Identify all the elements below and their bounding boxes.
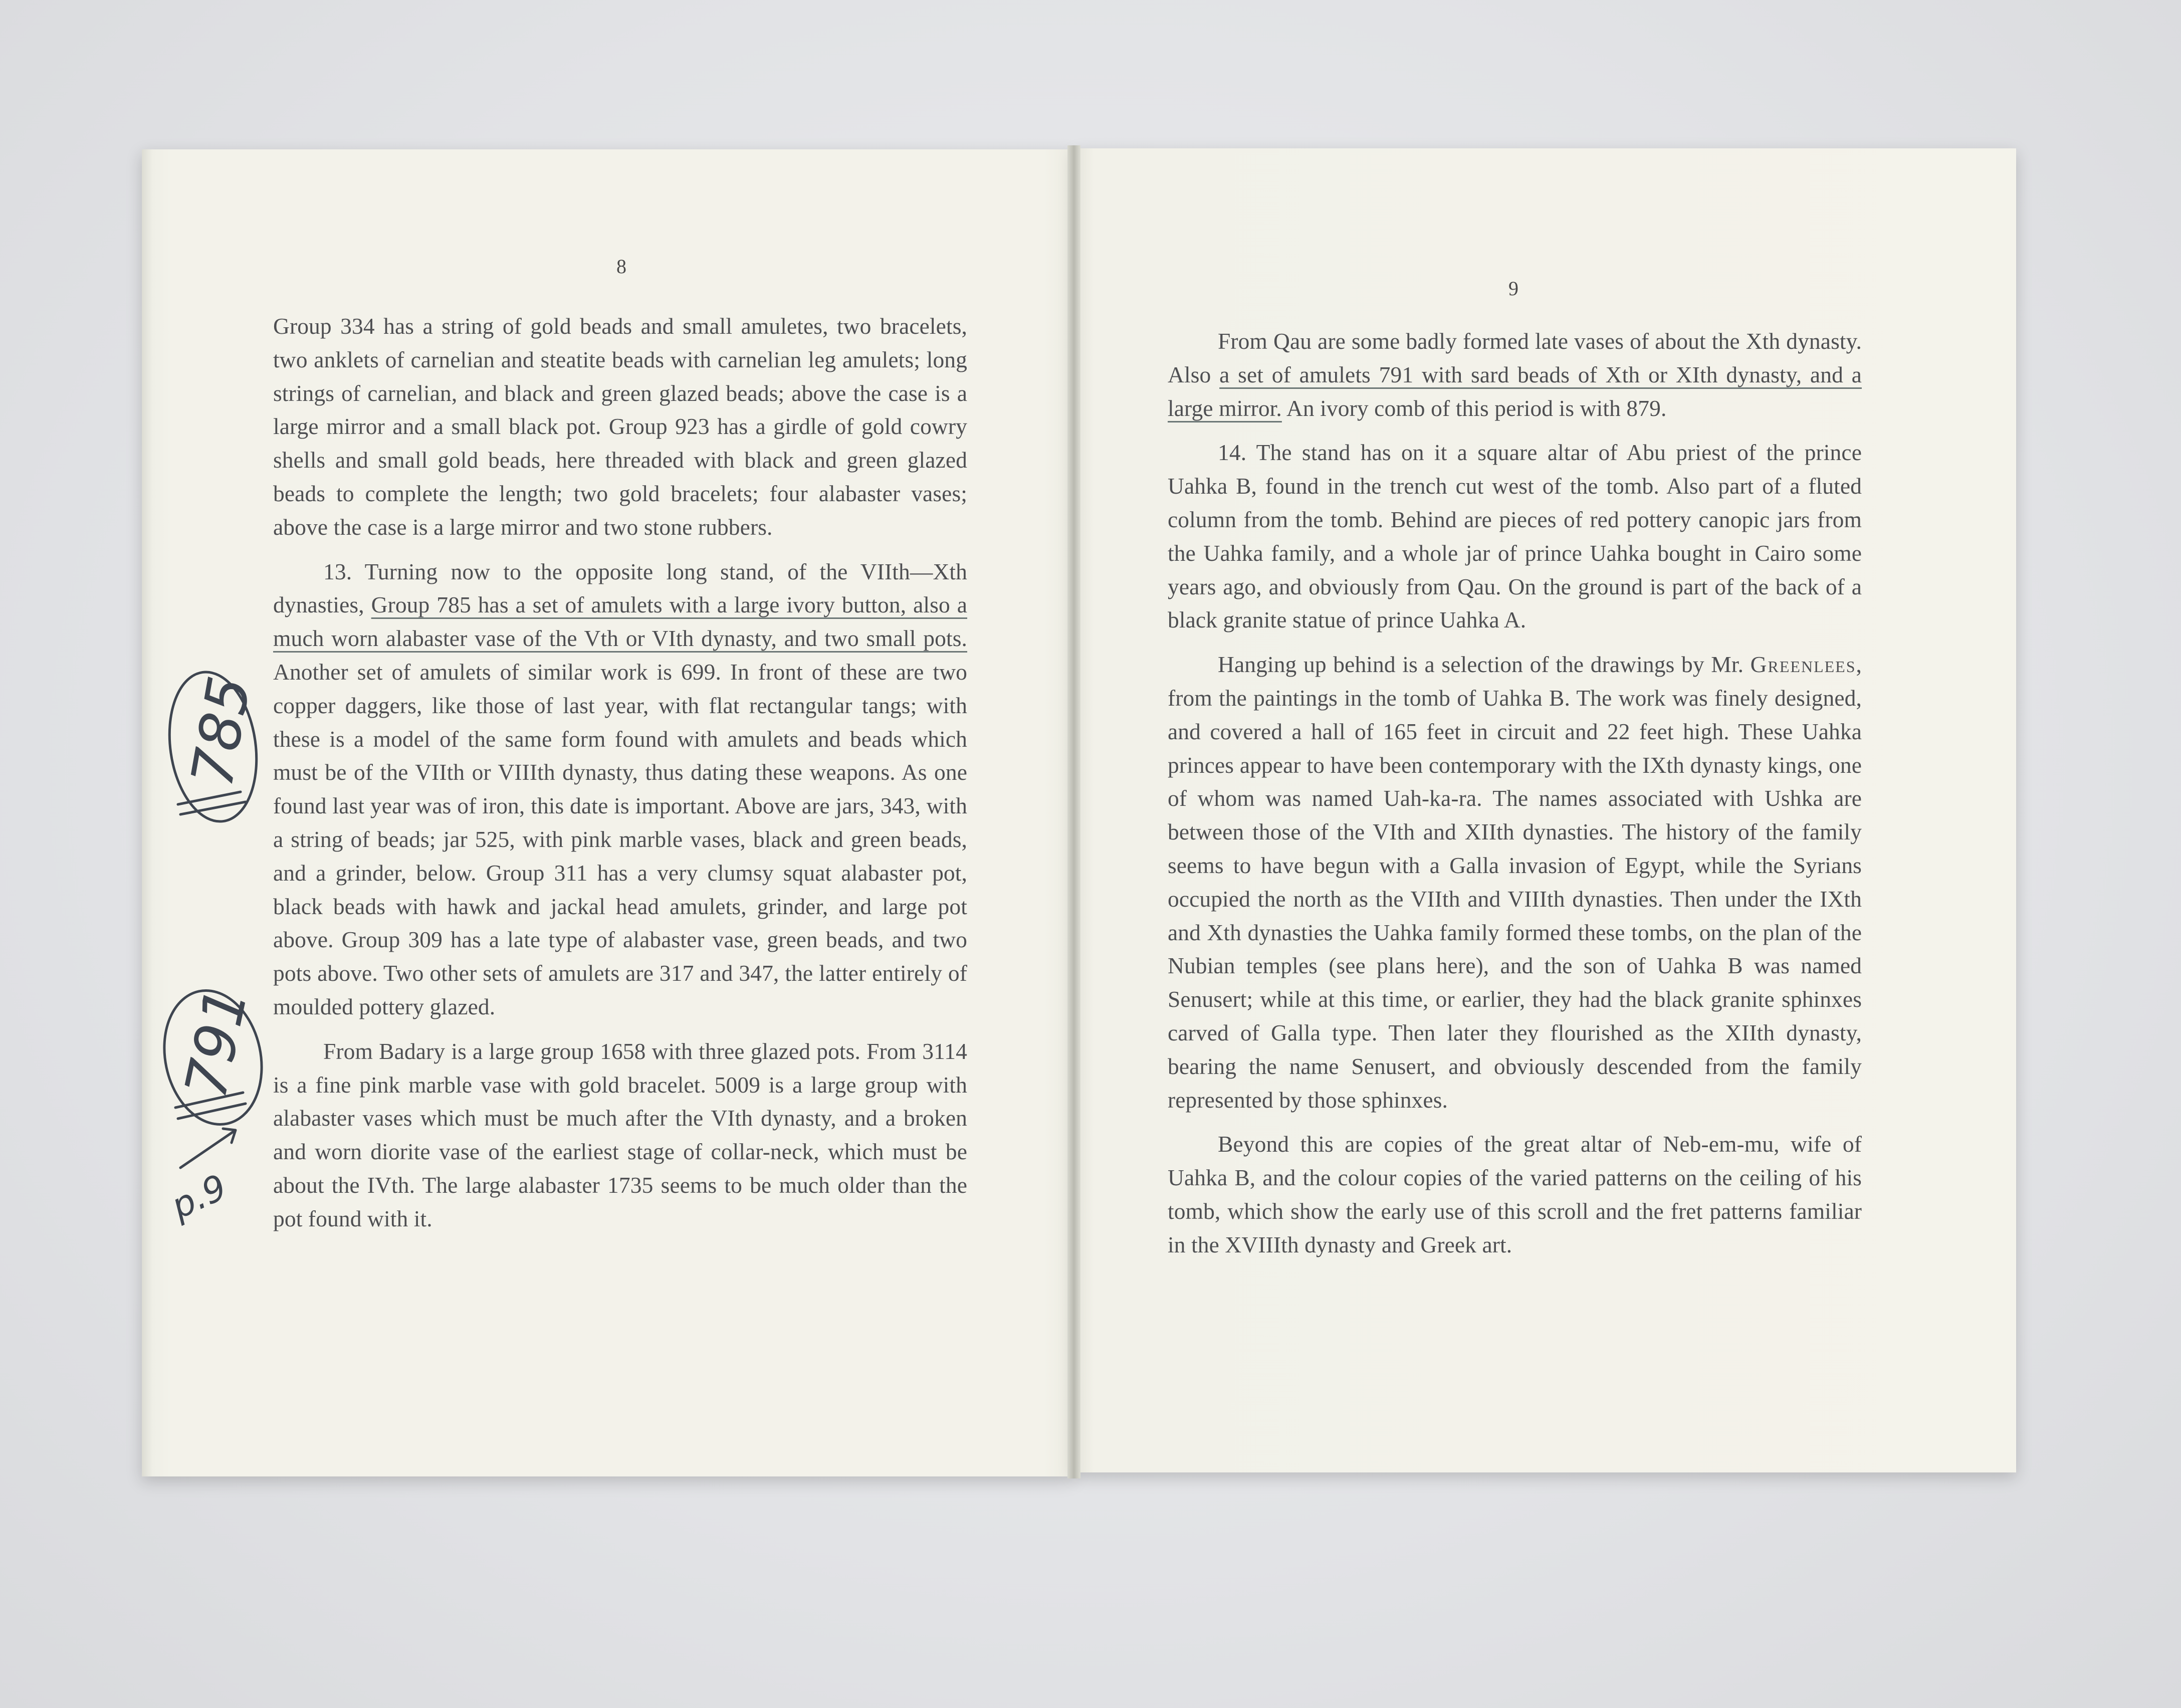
paragraph-badary: From Badary is a large group 1658 with three glazed pots. From 3114 is a fine pink marble vase with gold bracelet. 5009 is a large group with alabaster vases which must be much after the VIth dynasty, and a broken and worn diorite vase of the earliest stage of collar-neck, which must be about the IVth. The large alabaster 1735 seems to be much older than the pot found with it. <box>273 1038 967 1231</box>
note-p9-text: p.9 <box>165 1166 233 1227</box>
note-785-text: 785 <box>178 671 264 792</box>
paragraph-group-334: Group 334 has a string of gold beads and small amuletes, two bracelets, two anklets of carnelian and steatite beads with carnelian leg amulets; long strings of carnelian, and black and green glazed beads; above the case is a large mirror and a small black pot. Group 923 has a girdle of gold cowry shells and small gold beads, here threaded with black and green glazed beads to complete the length; two gold bracelets; four alabaster vases; above the case is a large mirror and two stone rubbers. <box>273 313 967 540</box>
note-791-text: 791 <box>172 982 261 1104</box>
name-greenlees: Greenlees <box>1750 652 1856 678</box>
underlined-amulets-791: a set of amulets 791 with sard beads of Xth or XIth dynasty, and a large mirror. <box>1168 361 1862 421</box>
qau-lead: From Qau are some badly formed late vases of about the Xth dynasty. Also <box>1168 328 1862 387</box>
paragraph-altar: Beyond this are copies of the great altar of Neb-em-mu, wife of Uahka B, and the colour copies of the varied patterns on the ceiling of his tomb, which show the early use of this scroll and the fret patterns familiar in the XVIIIth dynasty and Greek art. <box>1168 1131 1862 1257</box>
margin-note-785 <box>160 667 266 827</box>
page-number-left: 8 <box>616 255 626 278</box>
section-13-rest: Another set of amulets of similar work is 699. In front of these are two copper daggers, like those of last year, with flat rectangular tangs; with these is a model of the same form found with amulets and beads which must be of the VIIth or VIIIth dynasty, thus dating these weapons. As one found last year was of iron, this date is important. Above are jars, 343, with a string of beads; jar 525, with pink marble vases, black and green beads, and a grinder, below. Group 311 has a very clumsy squat alabaster pot, black beads with hawk and jackal head amulets, grinder, and large pot above. Group 309 has a late type of alabaster vase, green beads, and two pots above. Two other sets of amulets are 317 and 347, the latter entirely of moulded pottery glazed. <box>273 659 967 1019</box>
paragraph-section-14: 14. The stand has on it a square altar of Abu priest of the prince Uahka B, found in the trench cut west of the tomb. Also part of a fluted column from the tomb. Behind are pieces of red pottery canopic jars from the Uahka family, and a whole jar of prince Uahka bought in Cairo some years ago, and obviously from Qau. On the ground is part of the back of a black granite statue of prince Uahka A. <box>1168 440 1862 633</box>
drawings-rest: , from the paintings in the tomb of Uahka B. The work was finely designed, and covered a hall of 165 feet in circuit and 22 feet high. These Uahka princes appear to have been contemporary with the IXth dynasty kings, one of whom was named Uah-ka-ra. The names associated with Ushka are between those of the VIth and XIIth dynasties. The history of the family seems to have begun with a Galla invasion of Egypt, while the Syrians occupied the north as the VIIth and VIIIth dynasties. Then under the IXth and Xth dynasties the Uahka family formed these tombs, on the plan of the Nubian temples (see plans here), and the son of Uahka B was named Senusert; while at this time, or earlier, they had the black granite sphinxes carved of Galla type. Then later they flourished as the XIIth dynasty, bearing the name Senusert, and obviously descended from the family represented by those sphinxes. <box>1168 652 1862 1113</box>
drawings-lead: Hanging up behind is a selection of the drawings by Mr. <box>1218 652 1751 678</box>
page-number-right: 9 <box>1508 277 1518 300</box>
underlined-group-785: Group 785 has a set of amulets with a large ivory button, also a much worn alabaster vase of the Vth or VIth dynasty, and two small pots. <box>273 592 967 652</box>
qau-rest: An ivory comb of this period is with 879. <box>1281 395 1667 421</box>
section-13-lead: 13. Turning now to the opposite long stand, of the VIIth—Xth dynasties, <box>273 558 967 618</box>
margin-note-791 <box>152 981 274 1168</box>
